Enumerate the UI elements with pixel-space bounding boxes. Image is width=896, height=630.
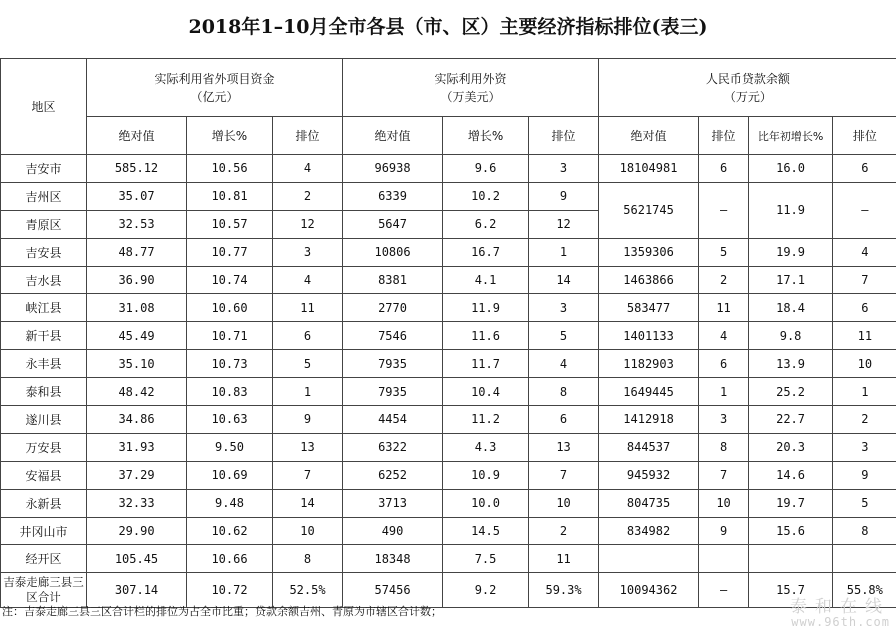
inv-growth-cell: 10.72 (187, 573, 273, 608)
header-inv-absolute: 绝对值 (87, 117, 187, 155)
inv-growth-cell: 10.73 (187, 350, 273, 378)
header-loan-rank-growth: 排位 (833, 117, 896, 155)
inv-absolute-cell: 307.14 (87, 573, 187, 608)
fdi-growth-cell: 9.6 (443, 155, 529, 183)
fdi-rank-cell: 5 (529, 322, 599, 350)
page-title: 2018年1–10月全市各县（市、区）主要经济指标排位(表三) (188, 16, 708, 38)
region-cell: 经开区 (1, 545, 87, 573)
region-cell: 遂川县 (1, 406, 87, 434)
inv-growth-cell: 10.77 (187, 238, 273, 266)
loan-absolute-cell: 1412918 (599, 406, 699, 434)
region-cell: 青原区 (1, 210, 87, 238)
header-group-loans-unit: （万元） (723, 89, 772, 104)
inv-rank-cell: 10 (273, 517, 343, 545)
table-row (1, 378, 896, 406)
table-row (1, 545, 896, 573)
inv-growth-cell: 10.74 (187, 266, 273, 294)
header-fdi-absolute: 绝对值 (343, 117, 443, 155)
inv-absolute-cell: 29.90 (87, 517, 187, 545)
loan-growth-cell: 9.8 (749, 322, 833, 350)
region-cell: 永丰县 (1, 350, 87, 378)
header-group-fdi-name: 实际利用外资 (434, 71, 507, 86)
loan-absolute-cell: 804735 (599, 489, 699, 517)
loan-rank-cell: 9 (699, 517, 749, 545)
loan-growth-rank-cell: 10 (833, 350, 896, 378)
watermark (750, 592, 890, 629)
header-loan-rank: 排位 (699, 117, 749, 155)
economic-indicators-table (0, 58, 896, 608)
loan-growth-rank-cell: 9 (833, 461, 896, 489)
fdi-growth-cell: 10.2 (443, 182, 529, 210)
fdi-absolute-cell: 7935 (343, 378, 443, 406)
loan-absolute-cell: 1649445 (599, 378, 699, 406)
loan-rank-cell: – (699, 573, 749, 608)
fdi-rank-cell: 3 (529, 294, 599, 322)
inv-rank-cell: 4 (273, 155, 343, 183)
loan-rank-cell: 2 (699, 266, 749, 294)
table-row (1, 294, 896, 322)
fdi-growth-cell: 11.2 (443, 406, 529, 434)
fdi-absolute-cell: 490 (343, 517, 443, 545)
loan-rank-cell: 7 (699, 461, 749, 489)
fdi-absolute-cell: 18348 (343, 545, 443, 573)
loan-absolute-cell: 1401133 (599, 322, 699, 350)
region-cell: 永新县 (1, 489, 87, 517)
header-group-loans-name: 人民币贷款余额 (705, 71, 790, 86)
inv-growth-cell: 10.60 (187, 294, 273, 322)
fdi-rank-cell: 8 (529, 378, 599, 406)
fdi-absolute-cell: 5647 (343, 210, 443, 238)
inv-growth-cell: 10.83 (187, 378, 273, 406)
loan-growth-rank-cell: 6 (833, 294, 896, 322)
watermark-site-name: 泰和在线 (790, 597, 890, 617)
region-cell: 吉水县 (1, 266, 87, 294)
fdi-rank-cell: 3 (529, 155, 599, 183)
inv-absolute-cell: 48.42 (87, 378, 187, 406)
fdi-rank-cell: 12 (529, 210, 599, 238)
inv-growth-cell: 9.48 (187, 489, 273, 517)
loan-growth-rank-cell: 4 (833, 238, 896, 266)
fdi-absolute-cell: 10806 (343, 238, 443, 266)
region-cell: 万安县 (1, 433, 87, 461)
inv-absolute-cell: 32.33 (87, 489, 187, 517)
table-row (1, 182, 896, 210)
loan-growth-cell: 19.9 (749, 238, 833, 266)
header-fdi-growth: 增长% (443, 117, 529, 155)
fdi-growth-cell: 16.7 (443, 238, 529, 266)
loan-rank-cell: 6 (699, 155, 749, 183)
loan-growth-cell: 15.6 (749, 517, 833, 545)
loan-growth-rank-cell: 3 (833, 433, 896, 461)
fdi-growth-cell: 4.3 (443, 433, 529, 461)
loan-growth-cell (749, 545, 833, 573)
inv-rank-cell: 14 (273, 489, 343, 517)
fdi-growth-cell: 7.5 (443, 545, 529, 573)
inv-absolute-cell: 35.10 (87, 350, 187, 378)
inv-growth-cell: 9.50 (187, 433, 273, 461)
loan-growth-cell: 13.9 (749, 350, 833, 378)
inv-absolute-cell: 34.86 (87, 406, 187, 434)
inv-growth-cell: 10.66 (187, 545, 273, 573)
fdi-rank-cell: 14 (529, 266, 599, 294)
fdi-rank-cell: 11 (529, 545, 599, 573)
region-cell: 新干县 (1, 322, 87, 350)
loan-rank-cell: 6 (699, 350, 749, 378)
merged-loan-growth-cell: 11.9 (749, 182, 833, 238)
inv-absolute-cell: 37.29 (87, 461, 187, 489)
inv-absolute-cell: 31.08 (87, 294, 187, 322)
inv-growth-cell: 10.71 (187, 322, 273, 350)
inv-growth-cell: 10.62 (187, 517, 273, 545)
header-group-investment-name: 实际利用省外项目资金 (154, 71, 275, 86)
fdi-absolute-cell: 6339 (343, 182, 443, 210)
header-inv-rank: 排位 (273, 117, 343, 155)
watermark-url: www.96th.com (791, 615, 890, 629)
fdi-absolute-cell: 57456 (343, 573, 443, 608)
table-row (1, 266, 896, 294)
loan-absolute-cell: 844537 (599, 433, 699, 461)
fdi-absolute-cell: 8381 (343, 266, 443, 294)
header-group-investment (87, 59, 343, 117)
loan-rank-cell: 1 (699, 378, 749, 406)
inv-absolute-cell: 31.93 (87, 433, 187, 461)
merged-loan-absolute-cell: 5621745 (599, 182, 699, 238)
inv-absolute-cell: 105.45 (87, 545, 187, 573)
fdi-absolute-cell: 6322 (343, 433, 443, 461)
table-row (1, 350, 896, 378)
header-row-subcolumns (1, 117, 896, 155)
loan-absolute-cell: 945932 (599, 461, 699, 489)
loan-growth-cell: 20.3 (749, 433, 833, 461)
fdi-absolute-cell: 96938 (343, 155, 443, 183)
loan-rank-cell: 3 (699, 406, 749, 434)
fdi-rank-cell: 6 (529, 406, 599, 434)
table-row (1, 322, 896, 350)
loan-rank-cell: 11 (699, 294, 749, 322)
fdi-rank-cell: 1 (529, 238, 599, 266)
merged-loan-rank-cell: – (699, 182, 749, 238)
inv-rank-cell: 7 (273, 461, 343, 489)
loan-growth-rank-cell: 7 (833, 266, 896, 294)
footnote: 注：吉泰走廊三县三区合计栏的排位为占全市比重；贷款余额吉州、青原为市辖区合计数； (2, 605, 442, 618)
header-inv-growth: 增长% (187, 117, 273, 155)
table-row (1, 461, 896, 489)
loan-growth-rank-cell (833, 545, 896, 573)
loan-rank-cell: 10 (699, 489, 749, 517)
fdi-absolute-cell: 6252 (343, 461, 443, 489)
header-loan-ytd-growth: 比年初增长% (749, 117, 833, 155)
fdi-rank-cell: 7 (529, 461, 599, 489)
fdi-growth-cell: 14.5 (443, 517, 529, 545)
inv-growth-cell: 10.56 (187, 155, 273, 183)
region-cell: 泰和县 (1, 378, 87, 406)
loan-growth-cell: 14.6 (749, 461, 833, 489)
inv-rank-cell: 4 (273, 266, 343, 294)
loan-absolute-cell: 10094362 (599, 573, 699, 608)
region-cell: 吉安市 (1, 155, 87, 183)
fdi-growth-cell: 4.1 (443, 266, 529, 294)
fdi-rank-cell: 4 (529, 350, 599, 378)
fdi-growth-cell: 9.2 (443, 573, 529, 608)
merged-loan-growth-rank-cell: – (833, 182, 896, 238)
loan-growth-rank-cell: 11 (833, 322, 896, 350)
loan-rank-cell: 8 (699, 433, 749, 461)
fdi-growth-cell: 10.4 (443, 378, 529, 406)
table-row (1, 517, 896, 545)
inv-rank-cell: 12 (273, 210, 343, 238)
loan-growth-rank-cell: 8 (833, 517, 896, 545)
inv-rank-cell: 2 (273, 182, 343, 210)
inv-rank-cell: 11 (273, 294, 343, 322)
inv-absolute-cell: 585.12 (87, 155, 187, 183)
inv-rank-cell: 3 (273, 238, 343, 266)
loan-growth-rank-cell: 2 (833, 406, 896, 434)
inv-share-cell: 52.5% (273, 573, 343, 608)
fdi-growth-cell: 10.9 (443, 461, 529, 489)
table-row (1, 155, 896, 183)
fdi-growth-cell: 10.0 (443, 489, 529, 517)
fdi-absolute-cell: 3713 (343, 489, 443, 517)
loan-share-cell: 55.8% (833, 573, 896, 608)
loan-growth-cell: 15.7 (749, 573, 833, 608)
inv-growth-cell: 10.63 (187, 406, 273, 434)
inv-rank-cell: 13 (273, 433, 343, 461)
region-cell: 吉州区 (1, 182, 87, 210)
loan-absolute-cell: 834982 (599, 517, 699, 545)
fdi-rank-cell: 10 (529, 489, 599, 517)
fdi-rank-cell: 9 (529, 182, 599, 210)
fdi-absolute-cell: 7546 (343, 322, 443, 350)
fdi-growth-cell: 11.6 (443, 322, 529, 350)
loan-absolute-cell: 583477 (599, 294, 699, 322)
inv-growth-cell: 10.57 (187, 210, 273, 238)
loan-rank-cell: 5 (699, 238, 749, 266)
header-fdi-rank: 排位 (529, 117, 599, 155)
inv-absolute-cell: 45.49 (87, 322, 187, 350)
inv-rank-cell: 1 (273, 378, 343, 406)
header-group-fdi (343, 59, 599, 117)
loan-growth-cell: 17.1 (749, 266, 833, 294)
loan-growth-cell: 25.2 (749, 378, 833, 406)
loan-absolute-cell: 1463866 (599, 266, 699, 294)
loan-absolute-cell: 1359306 (599, 238, 699, 266)
inv-rank-cell: 9 (273, 406, 343, 434)
fdi-growth-cell: 11.9 (443, 294, 529, 322)
fdi-growth-cell: 11.7 (443, 350, 529, 378)
region-cell: 峡江县 (1, 294, 87, 322)
loan-absolute-cell: 18104981 (599, 155, 699, 183)
loan-rank-cell (699, 545, 749, 573)
region-cell: 吉安县 (1, 238, 87, 266)
header-group-loans (599, 59, 896, 117)
table-row (1, 238, 896, 266)
region-cell: 井冈山市 (1, 517, 87, 545)
table-row (1, 489, 896, 517)
loan-growth-rank-cell: 6 (833, 155, 896, 183)
loan-growth-cell: 18.4 (749, 294, 833, 322)
inv-absolute-cell: 36.90 (87, 266, 187, 294)
loan-growth-cell: 19.7 (749, 489, 833, 517)
loan-growth-cell: 22.7 (749, 406, 833, 434)
inv-growth-cell: 10.69 (187, 461, 273, 489)
inv-rank-cell: 5 (273, 350, 343, 378)
fdi-share-cell: 59.3% (529, 573, 599, 608)
header-group-fdi-unit: （万美元） (440, 89, 501, 104)
header-row-groups (1, 59, 896, 117)
table-row (1, 406, 896, 434)
loan-growth-cell: 16.0 (749, 155, 833, 183)
loan-growth-rank-cell: 5 (833, 489, 896, 517)
header-group-investment-unit: （亿元） (190, 89, 239, 104)
header-region: 地区 (1, 59, 87, 155)
loan-absolute-cell (599, 545, 699, 573)
loan-absolute-cell: 1182903 (599, 350, 699, 378)
header-loan-absolute: 绝对值 (599, 117, 699, 155)
region-cell: 安福县 (1, 461, 87, 489)
inv-rank-cell: 8 (273, 545, 343, 573)
region-cell: 吉泰走廊三县三区合计 (1, 573, 87, 608)
table-row (1, 433, 896, 461)
loan-rank-cell: 4 (699, 322, 749, 350)
fdi-rank-cell: 13 (529, 433, 599, 461)
fdi-rank-cell: 2 (529, 517, 599, 545)
inv-absolute-cell: 35.07 (87, 182, 187, 210)
fdi-absolute-cell: 4454 (343, 406, 443, 434)
loan-growth-rank-cell: 1 (833, 378, 896, 406)
fdi-absolute-cell: 7935 (343, 350, 443, 378)
fdi-absolute-cell: 2770 (343, 294, 443, 322)
inv-rank-cell: 6 (273, 322, 343, 350)
inv-growth-cell: 10.81 (187, 182, 273, 210)
inv-absolute-cell: 48.77 (87, 238, 187, 266)
fdi-growth-cell: 6.2 (443, 210, 529, 238)
inv-absolute-cell: 32.53 (87, 210, 187, 238)
